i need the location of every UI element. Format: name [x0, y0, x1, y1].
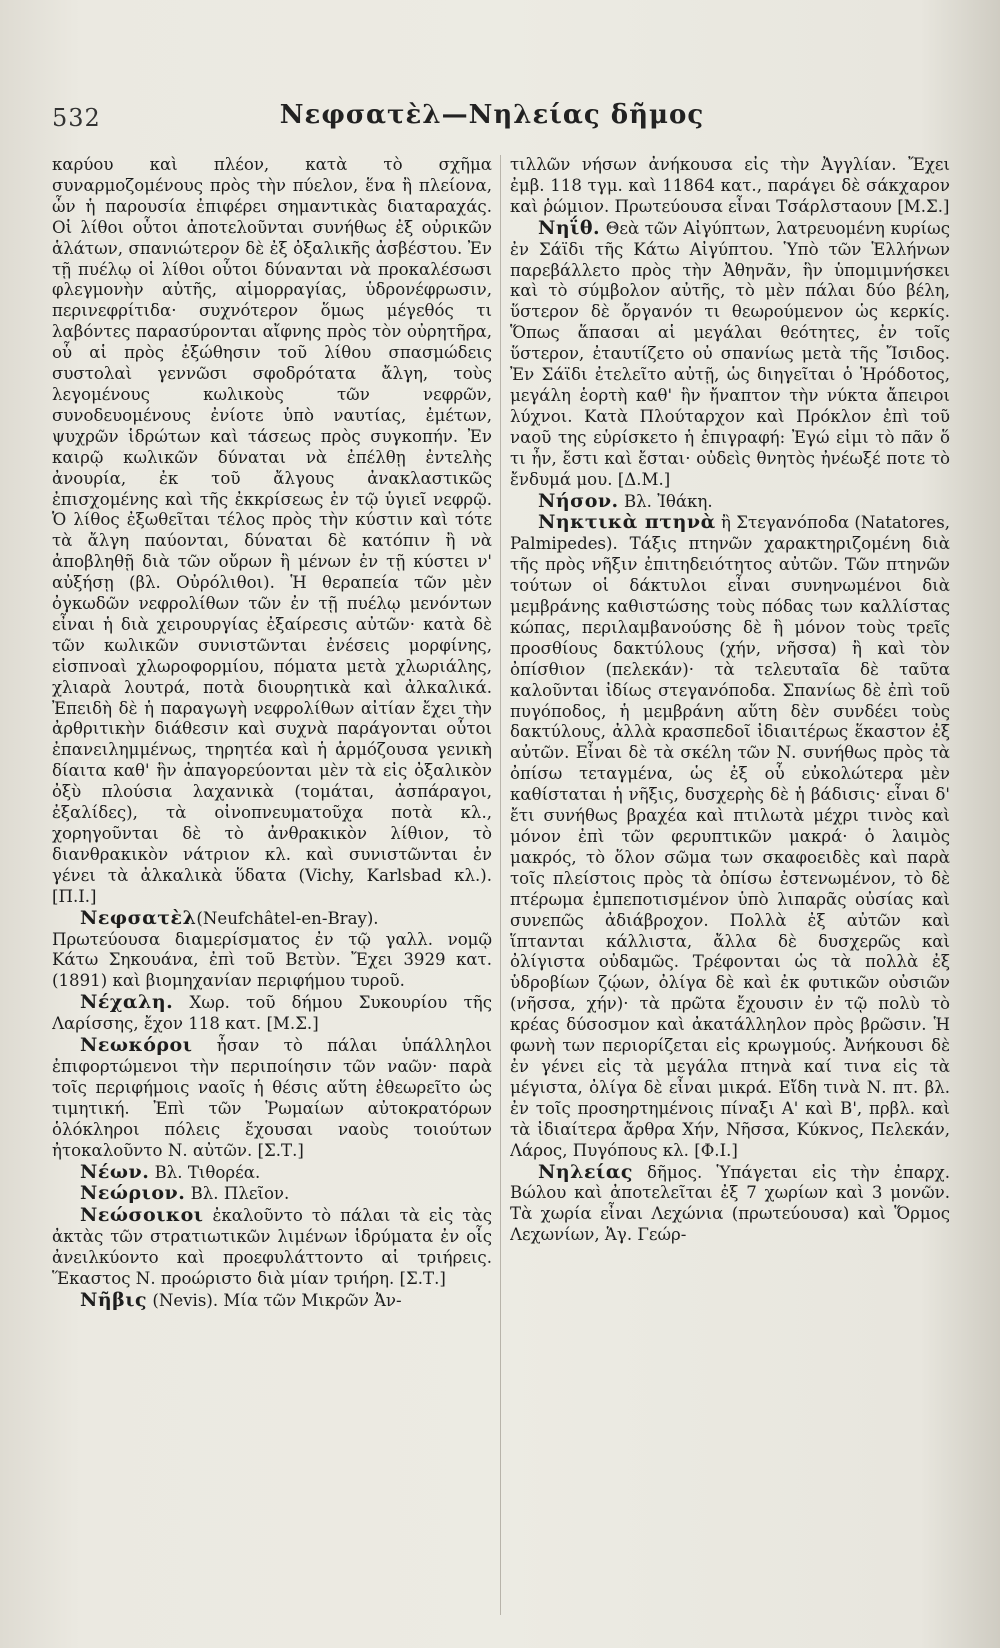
- right-column: [510, 155, 950, 1625]
- page-number: 532: [52, 104, 101, 132]
- entry-text: Θεὰ τῶν Αἰγύπτων, λατρευομένη κυρίως ἐν Σάϊδι τῆς Κάτω Αἰγύπτου. Ὑπὸ τῶν Ἑλλήνων παρεβάλλετο πρὸς τὴν Ἀθηνᾶν, ἣν ὑπομιμνήσκει καὶ τὸ σύμβολον αὐτῆς, τὸ μὲν πάλαι δύο βέλη, ὕστερον δὲ ὄργανόν τι θεωρούμενον ὡς κερκίς. Ὅπως ἅπασαι αἱ μεγάλαι θεότητες, ἐν τοῖς ὕστερον, ἐταυτίζετο οὐ σπανίως μετὰ τῆς Ἴσιδος. Ἐν Σάϊδι ἐτελεῖτο αὐτῇ, ὡς διηγεῖται ὁ Ἡρόδοτος, μεγάλη ἑορτὴ καθ' ἣν ἤναπτον τὴν νύκτα ἄπειροι λύχνοι. Κατὰ Πλούταρχον καὶ Πρόκλον ἐπὶ τοῦ ναοῦ της εὑρίσκετο ἡ ἐπιγραφή: Ἐγώ εἰμι τὸ πᾶν ὅ τι ἦν, ἔστι καὶ ἔσται· οὐδεὶς θνητὸς ἠνέωξέ ποτε τὸ ἔνδυμά μου. [Δ.Μ.]: [510, 218, 950, 489]
- entry-text: ἐκαλοῦντο τὸ πάλαι τὰ εἰς τὰς ἀκτὰς τῶν στρατιωτικῶν λιμένων ἱδρύματα ἐν οἷς ἀνειλκύοντο καὶ προεφυλάττοντο αἱ τριήρεις. Ἕκαστος Ν. προώριστο διὰ μίαν τριήρη. [Σ.Τ.]: [52, 1206, 492, 1289]
- entry-nileias: [510, 1162, 950, 1247]
- entry-text: (Neufchâtel-en-Bray). Πρωτεύουσα διαμερίσματος ἐν τῷ γαλλ. νομῷ Κάτω Σηκουάνα, ἐπὶ τοῦ Βετὺν. Ἔχει 3929 κατ. (1891) καὶ βιομηχανίαν περιφήμου τυροῦ.: [52, 908, 492, 991]
- entry-text: Βλ. Ἰθάκη.: [623, 491, 713, 511]
- entry-text: Χωρ. τοῦ δήμου Συκουρίου τῆς Λαρίσσης, ἔχον 118 κατ. [Μ.Σ.]: [52, 993, 492, 1034]
- entry-neith: [510, 218, 950, 491]
- entry-nevis: [52, 1290, 492, 1312]
- entry-nechali: [52, 992, 492, 1035]
- entry-headword: Νεώσοικοι: [80, 1204, 204, 1227]
- entry-neokoroi: [52, 1035, 492, 1161]
- entry-text: ἢ Στεγανόποδα (Natatores, Palmipedes). Τάξις πτηνῶν χαρακτηριζομένη διὰ τῆς πρὸς νῆξιν ἐπιτηδειότητος αὐτῶν. Τῶν πτηνῶν τούτων οἱ δάκτυλοι εἶναι συνηνωμένοι διὰ μεμβράνης καθιστώσης τοὺς πόδας των καλλίστας κώπας, περιλαμβανούσης δὲ ἢ μόνον τοὺς τρεῖς προσθίους δακτύλους (χήν, νῆσσα) ἢ καὶ τὸν ὀπίσθιον (πελεκάν)· τὰ τελευταῖα δὲ ταῦτα καλοῦνται ἰδίως στεγανόποδα. Σπανίως δὲ ἐπὶ τοῦ πυγόποδος, ἡ μεμβράνη αὕτη δὲν συνδέει τοὺς δακτύλους, ἀλλὰ κρασπεδοῖ ἰδιαιτέρως ἕκαστον ἐξ αὐτῶν. Εἶναι δὲ τὰ σκέλη τῶν Ν. συνήθως πρὸς τὰ ὀπίσω τεταγμένα, ὡς ἐξ οὗ εὐκολώτερα μὲν καθίσταται ἡ νῆξις, δυσχερὴς δὲ ἡ βάδισις· εἶναι δ' ἔτι συνήθως βραχέα καὶ πτιλωτὰ μέχρι τινὸς καὶ μόνον ἐπὶ τῶν φερυπτικῶν μακρά· ὁ λαιμὸς μακρός, τὸ ὅλον σῶμα των σκαφοειδὲς καὶ παρὰ τοῖς πλείστοις πρὸς τὰ ὀπίσω ἐστενωμένον, τὸ δὲ πτέρωμα ἐμπεποτισμένον ὑπὸ λιπαρᾶς οὐσίας καὶ συνεπῶς ἀδιάβροχον. Πολλὰ ἐξ αὐτῶν καὶ ἵπτανται κάλλιστα, ἄλλα δὲ δυσχερῶς καὶ ὀλίγιστα οὐδαμῶς. Τρέφονται ὡς τὰ πολλὰ ἐξ ὑδροβίων ζῴων, ὀλίγα δὲ καὶ ἐκ φυτικῶν οὐσιῶν (νῆσσα, χήν)· τὰ πρῶτα ἔχουσιν ἐν τῷ πολὺ τὸ κρέας δύσοσμον καὶ ἀκατάλληλον πρὸς βρῶσιν. Ἡ φωνὴ των περιορίζεται εἰς κρωγμούς. Ἀνήκουσι δὲ ἐν γένει εἰς τὰ μεγάλα πτηνὰ καί τινα εἰς τὰ μέγιστα, ὀλίγα δὲ εἶναι μικρά. Εἴδη τινὰ Ν. πτ. βλ. ἐν τοῖς προσηρτημένοις πίναξι Α' καὶ Β', πρβλ. καὶ τὰ ἰδιαίτερα ἄρθρα Χήν, Νῆσσα, Κύκνος, Πελεκάν, Λάρος, Πυγόπους κλ. [Φ.Ι.]: [510, 513, 950, 1160]
- entry-headword: Νέων.: [80, 1160, 150, 1183]
- column-divider: [500, 155, 501, 1615]
- entry-headword: Νῆβις: [80, 1288, 148, 1311]
- entry-text: (Nevis). Μία τῶν Μικρῶν Ἀν-: [152, 1290, 402, 1310]
- entry-headword: Νηλείας: [538, 1160, 633, 1183]
- entry-text: ἦσαν τὸ πάλαι ὑπάλληλοι ἐπιφορτώμενοι τὴν περιποίησιν τῶν ναῶν· παρὰ τοῖς περιφήμοις ναοῖς ἡ θέσις αὕτη ἐθεωρεῖτο ὡς τιμητική. Ἐπὶ τῶν Ῥωμαίων αὐτοκρατόρων ὁλόκληροι πόλεις ἔχουσαι ναοὺς τοιούτων ἠτοκαλοῦντο Ν. αὐτῶν. [Σ.Τ.]: [52, 1036, 492, 1160]
- entry-text: τιλλῶν νήσων ἀνήκουσα εἰς τὴν Ἀγγλίαν. Ἔχει ἐμβ. 118 τγμ. καὶ 11864 κατ., παράγει δὲ σάκχαρον καὶ ῥώμιον. Πρωτεύουσα εἶναι Τσάρλσταουν [Μ.Σ.]: [510, 155, 950, 216]
- entry-text: δῆμος. Ὑπάγεται εἰς τὴν ἐπαρχ. Βώλου καὶ ἀποτελεῖται ἐξ 7 χωρίων καὶ 3 μονῶν. Τὰ χωρία εἶναι Λεχώνια (πρωτεύουσα) καὶ Ὅρμος Λεχωνίων, Ἁγ. Γεώρ-: [510, 1162, 950, 1245]
- entry-nefsatel: [52, 908, 492, 993]
- entry-headword: Νεφσατὲλ: [80, 906, 197, 929]
- entry-headword: Νηκτικὰ πτηνὰ: [538, 511, 716, 534]
- entry-headword: Νηΐθ.: [538, 216, 601, 239]
- entry-neosoikoi: [52, 1205, 492, 1290]
- entry-headword: Νέχαλη.: [80, 991, 174, 1014]
- entry-headword: Νεώριον.: [80, 1182, 186, 1205]
- entry-continuation: [510, 155, 950, 218]
- entry-neon: [52, 1162, 492, 1184]
- left-column: [52, 155, 492, 1625]
- entry-text: Βλ. Τιθορέα.: [154, 1162, 261, 1182]
- page-header: [52, 100, 932, 140]
- entry-text: Βλ. Πλεῖον.: [190, 1184, 290, 1204]
- entry-headword: Νήσον.: [538, 489, 619, 512]
- entry-nison: [510, 491, 950, 513]
- running-head: Νεφσατὲλ—Νηλείας δῆμος: [279, 100, 705, 130]
- entry-niktika-ptina: [510, 512, 950, 1161]
- entry-neorion: [52, 1183, 492, 1205]
- entry-text: καρύου καὶ πλέον, κατὰ τὸ σχῆμα συναρμοζομένους πρὸς τὴν πύελον, ἕνα ἢ πλείονα, ὧν ἡ παρουσία ἐπιφέρει σημαντικὰς διαταραχάς. Οἱ λίθοι οὗτοι ἀποτελοῦνται συνήθως ἐξ οὐρικῶν ἁλάτων, σπανιώτερον δὲ ἐξ ὀξαλικῆς ἀσβέστου. Ἐν τῇ πυέλῳ οἱ λίθοι οὗτοι δύνανται νὰ προκαλέσωσι φλεγμονὴν αὐτῆς, αἱμορραγίας, ὑδρονέφρωσιν, περινεφρίτιδα· συχνότερον ὅμως μέγεθός τι λαβόντες παρασύρονται αἴφνης πρὸς τὸν οὐρητῆρα, οὗ αἱ πρὸς ἐξώθησιν τοῦ λίθου σπασμώδεις συστολαὶ γεννῶσι σφοδρότατα ἄλγη, τοὺς λεγομένους κωλικοὺς τῶν νεφρῶν, συνοδευομένους ἐνίοτε ὑπὸ ναυτίας, ἐμέτων, ψυχρῶν ἱδρώτων καὶ τάσεως πρὸς συγκοπήν. Ἐν καιρῷ κωλικῶν δύναται νὰ ἐπέλθῃ ἐντελὴς ἀνουρία, ἐκ τοῦ ἄλγους ἀνακλαστικῶς ἐπισχομένης καὶ τῆς ἐκκρίσεως ἐν τῷ ὑγιεῖ νεφρῷ. Ὁ λίθος ἐξωθεῖται τέλος πρὸς τὴν κύστιν καὶ τότε τὰ ἄλγη παύονται, δύναται δὲ κατόπιν ἢ νὰ ἀποβληθῇ διὰ τῶν οὔρων ἢ μένων ἐν τῇ κύστει ν' αὐξήσῃ (βλ. Οὐρόλιθοι). Ἡ θεραπεία τῶν μὲν ὀγκωδῶν νεφρολίθων τῶν ἐν τῇ πυέλῳ μενόντων εἶναι ἡ διὰ χειρουργίας ἐξαίρεσις αὐτῶν· κατὰ δὲ τῶν κωλικῶν συνιστῶνται ἐνέσεις μορφίνης, εἰσπνοαὶ χλωροφορμίου, πόματα μετὰ χλωριάλης, χλιαρὰ λουτρά, ποτὰ διουρητικὰ καὶ ἀλκαλικά. Ἐπειδὴ δὲ ἡ παραγωγὴ νεφρολίθων αἰτίαν ἔχει τὴν ἀρθριτικὴν διάθεσιν καὶ συχνὰ παράγονται οὗτοι ἐπανειλημμένως, τηρητέα καὶ ἡ ἁρμόζουσα γενικὴ δίαιτα καθ' ἣν ἀπαγορεύονται μὲν τὰ εἰς ὀξαλικὸν ὀξὺ πλούσια λαχανικὰ (τομάται, ἀσπάραγοι, ἐξαλίδες), τὰ οἰνοπνευματοῦχα ποτὰ κλ., χορηγοῦνται δὲ τὸ ἀνθρακικὸν λίθιον, τὸ διανθρακικὸν νάτριον κλ. καὶ συνιστῶνται ἐν γένει τὰ ἀλκαλικὰ ὕδατα (Vichy, Karlsbad κλ.). [Π.Ι.]: [52, 155, 492, 906]
- entry-continuation: [52, 155, 492, 908]
- entry-headword: Νεωκόροι: [80, 1034, 193, 1057]
